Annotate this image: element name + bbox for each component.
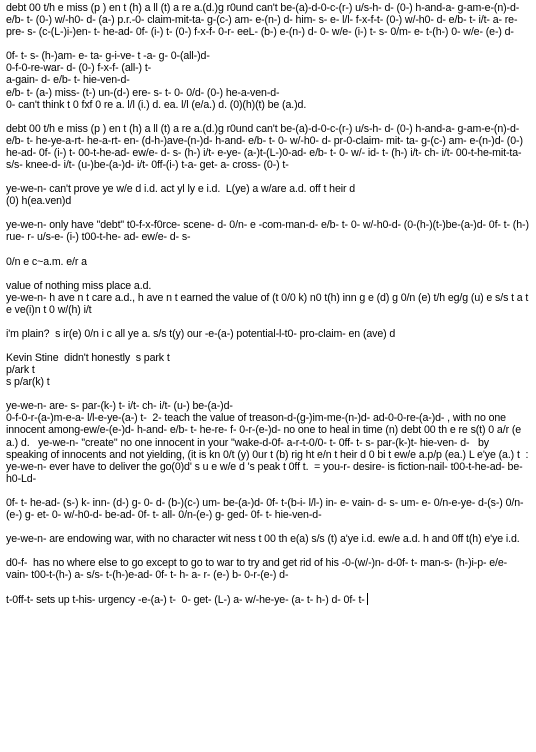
paragraph-11: 0f- t- he-ad- (s-) k- inn- (d-) g- 0- d- (b-)(c-) um- be-(a-)d- 0f- t-(b-i- l/l-) in- e- vain- d- s- um- e- 0/n-e-ye- d-(s-) 0/n-(e-) g- et- 0- w/-h0-d- be-ad- 0f- t- all- 0/n-(e-) g- ged- 0f- t- hie-ven-d-: [6, 496, 524, 521]
paragraph-1: debt 00 t/h e miss (p ) en t (h) a ll (t) a re a.(d.)g r0und can't be-(a)-d-0-c-(r-) u/s-h- d- (0-) h-and-a- g-am-e-(n)-d- e/b- t- (0-) w/-h0- d- (a-) p.r.-0- claim-mit-ta- g-(c-) am- e-(n-) d- him- s- e- l/l- f-x-f-t- (0-) w/-h0- d- e/b- t- i/t- a- re- pre- s- (c-(L-)i-)en- t- he-ad- 0f- (i-) t- (0-) f-x-f- 0-r- eeL- (b-) e-(n-) d- 0- w/e- (i-) t- s- 0/m- e- t-(h-) 0- w/e- (e-) d-: [6, 2, 523, 39]
paragraph-2: 0f- t- s- (h-)am- e- ta- g-i-ve- t -a- g- 0-(all-)d- 0-f-0-re-war- d- (0-) f-x-f- (all-) t- a-gain- d- e/b- t- hie-ven-d- e/b- t- (a-) miss- (t-) un-(d-) ere- s- t- 0- 0/d- (0-) he-a-ven-d- 0- can't think t 0 fxf 0 re a. l/l (i.) d. ea. l/l (e/a.) d. (0)(h)(t) be (a.)d.: [6, 50, 307, 111]
paragraph-7: value of nothing miss place a.d. ye-we-n- h ave n t care a.d., h ave n t earned the value of (t 0/0 k) n0 t(h) inn g e (d) g 0/n (e) t/h eg/g (u) e s/s t a t e ve(i)n t 0 w/(h) i/t: [6, 279, 529, 316]
paragraph-13: d0-f- has no where else to go except to go to war to try and get rid of his -0-(w/-)n- d-0f- t- man-s- (h-)i-p- e/e- vain- t00-t-(h-) a- s/s- t-(h-)e-ad- 0f- t- h- a- r- (e-) b- 0-r-(e-) d-: [6, 557, 510, 582]
paragraph-5: ye-we-n- only have "debt" t0-f-x-f0rce- scene- d- 0/n- e -com-man-d- e/b- t- 0- w/-h0-d- (0-(h-)(t-)be-(a-)d- 0f- t- (h-) rue- r- u/s-e- (i-) t00-t-he- ad- ew/e- d- s-: [6, 219, 532, 244]
paragraph-14-text: t-0ff-t- sets up t-his- urgency -e-(a-) t- 0- get- (L-) a- w/-he-ye- (a- t- h-) d- 0f- t-: [6, 594, 365, 607]
paragraph-9: Kevin Stine didn't honestly s park t p/ark t s p/ar(k) t: [6, 351, 170, 389]
paragraph-8: i'm plain? s ir(e) 0/n i c all ye a. s/s t(y) our -e-(a-) potential-l-t0- pro-claim- en (ave) d: [6, 327, 396, 340]
paragraph-4: ye-we-n- can't prove ye w/e d i.d. act yl ly e i.d. L(ye) a w/are a.d. off t heir d (0) h(ea.ven)d: [6, 183, 356, 208]
paragraph-3: debt 00 t/h e miss (p ) en t (h) a ll (t) a re a.(d.)g r0und can't be-(a)-d-0-c-(r-) u/s-h- d- (0-) h-and-a- g-am-e-(n)-d- e/b- t- he-ye-a-rt- he-a-rt- en- (d-h-)ave-(n-)d- h-and- e/b- t- 0- w/-h0- d- pr-0-claim- mit- ta- g-(c-) am- e-(n-)d- (0-) he-ad- 0f- (i-) t- 00-t-he-ad- ew/e- d- s- (h-) i/t- e-ye- (a-)t-(L-)0-ad- e/b- t- 0- w/- id- t- (h-) i/t- ch- i/t- 00-t-he-mit-ta- s/s- knee-d- i/t- (u-)be-(a-)d- i/t- 0ff-(i-) t-a- get- a- cross- (0-) t-: [6, 122, 526, 172]
paragraph-14[interactable]: [6, 593, 532, 606]
paragraph-12: ye-we-n- are endowing war, with no character wit ness t 00 th e(a) s/s (t) a'ye i.d. ew/e a.d. h and 0ff t(h) e'ye i.d.: [6, 533, 520, 546]
document-body: [6, 2, 532, 618]
paragraph-6: 0/n e c~a.m. e/r a: [6, 255, 87, 268]
paragraph-10: ye-we-n- are- s- par-(k-) t- i/t- ch- i/t- (u-) be-(a-)d- 0-f-0-r-(a-)m-e-a- l/l-e-ye-(a-) t- 2- teach the value of treason-d-(g-)im-me-(n-)d- ad-0-0-re-(a-)d- , with no one innocent among-ew/e-(e-)d- h-and- e/b- t- he-re- f- 0-r-(e-)d- no one to heal in time (n) debt 00 th e re s(t) 0 a/r (e a.) d. ye-we-n- "create" no one innocent in your "wake-d-0f- a-r-t-0/0- t- 0ff- t- s- par-(k-)t- hie-ven- d- by speaking of innocents and not yielding, (it is kn 0/t (y) 0ur t (b) rig ht e/n t heir d 0 bi t ew/e a.p/p (ea.) L e'ye (a.) t : ye-we-n- ever have to deliver the go(0)d' s u e w/e d 's peak t 0ff t. = you-r- desire- is fiction-nail- t00-t-he-ad- be- h0-Ld-: [6, 400, 529, 485]
text-cursor: [367, 593, 368, 605]
